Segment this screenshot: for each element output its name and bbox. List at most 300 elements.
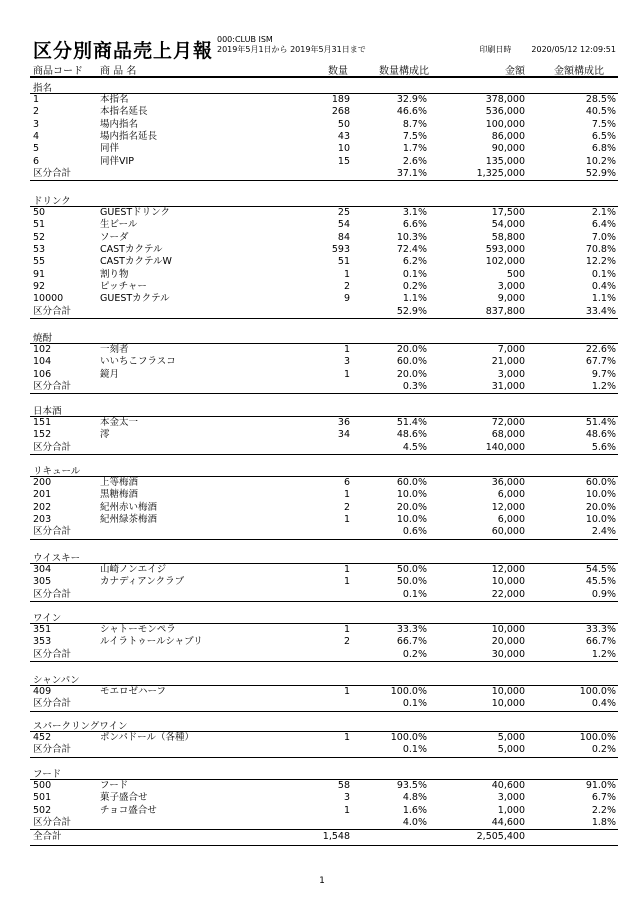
- subtotal-label: 区分合計: [33, 588, 72, 600]
- table-row: [30, 256, 618, 268]
- table-row: [30, 502, 618, 514]
- item-amount-ratio: 2.1%: [591, 207, 616, 218]
- item-qty: 43: [337, 131, 350, 143]
- item-amount: 500: [506, 268, 525, 280]
- item-amount-ratio: 9.7%: [591, 368, 616, 380]
- category-title: シャンパン: [33, 675, 80, 686]
- item-amount: 40,600: [491, 780, 525, 791]
- subtotal-amount: 10,000: [491, 698, 525, 710]
- subtotal-label: 区分合計: [33, 381, 72, 393]
- subtotal-rule: [30, 393, 618, 394]
- shop-name: 000:CLUB ISM: [217, 35, 273, 44]
- item-qty: 9: [343, 293, 350, 305]
- item-name: モエロゼハーフ: [100, 686, 167, 697]
- item-qty-ratio: 20.0%: [396, 344, 427, 355]
- item-name: 割り物: [100, 268, 129, 280]
- subtotal-row: [30, 817, 618, 829]
- item-name: 場内指名延長: [100, 131, 158, 143]
- item-qty: 6: [343, 477, 350, 488]
- item-name: いいちこフラスコ: [100, 356, 176, 368]
- item-name: シャトーモンペラ: [100, 624, 176, 635]
- subtotal-row: [30, 168, 618, 180]
- table-row: [30, 119, 618, 131]
- item-amount-ratio: 22.6%: [585, 344, 616, 355]
- item-amount-ratio: 66.7%: [585, 636, 616, 648]
- table-row: [30, 792, 618, 804]
- item-amount: 68,000: [491, 429, 525, 441]
- item-qty: 36: [337, 417, 350, 428]
- subtotal-label: 区分合計: [33, 648, 72, 660]
- item-amount-ratio: 40.5%: [585, 106, 616, 118]
- item-name: 本金太一: [100, 417, 139, 428]
- col-qty: 数量: [328, 66, 348, 77]
- col-amount: 金額: [505, 66, 525, 77]
- item-qty: 10: [337, 143, 350, 155]
- subtotal-amount: 44,600: [491, 817, 525, 829]
- category-title: ウイスキー: [33, 553, 81, 564]
- item-amount-ratio: 45.5%: [585, 576, 616, 588]
- item-qty-ratio: 0.2%: [402, 281, 427, 293]
- item-code: 51: [33, 219, 46, 231]
- item-name: 上等梅酒: [100, 477, 139, 488]
- subtotal-row: [30, 526, 618, 538]
- item-amount-ratio: 54.5%: [585, 564, 616, 575]
- col-name: 商 品 名: [100, 66, 137, 77]
- table-row: [30, 477, 618, 489]
- subtotal-row: [30, 381, 618, 393]
- subtotal-rule: [30, 661, 618, 662]
- item-qty: 1: [343, 368, 350, 380]
- item-qty-ratio: 20.0%: [396, 368, 427, 380]
- item-amount: 54,000: [491, 219, 525, 231]
- table-row: [30, 356, 618, 368]
- item-qty-ratio: 60.0%: [396, 477, 427, 488]
- item-amount: 20,000: [491, 636, 525, 648]
- item-qty-ratio: 93.5%: [396, 780, 427, 791]
- item-qty-ratio: 6.6%: [402, 219, 427, 231]
- item-code: 52: [33, 231, 46, 243]
- subtotal-amount-ratio: 0.4%: [591, 698, 616, 710]
- subtotal-rule: [30, 711, 618, 712]
- item-amount: 5,000: [497, 732, 525, 743]
- item-qty-ratio: 10.0%: [396, 489, 427, 501]
- subtotal-qty-ratio: 0.1%: [402, 698, 427, 710]
- item-qty: 54: [337, 219, 350, 231]
- table-row: [30, 156, 618, 168]
- subtotal-amount: 837,800: [485, 305, 525, 317]
- item-qty-ratio: 60.0%: [396, 356, 427, 368]
- item-qty-ratio: 6.2%: [402, 256, 427, 268]
- item-code: 1: [33, 94, 40, 105]
- subtotal-label: 区分合計: [33, 744, 72, 756]
- item-code: 353: [33, 636, 52, 648]
- subtotal-amount-ratio: 5.6%: [591, 441, 616, 453]
- item-name: 澪: [100, 429, 110, 441]
- item-name: 本指名延長: [100, 106, 148, 118]
- column-header: [30, 62, 618, 75]
- item-qty: 2: [343, 501, 350, 513]
- category-title: フード: [33, 769, 62, 780]
- item-qty-ratio: 100.0%: [390, 686, 427, 697]
- subtotal-rule: [30, 180, 618, 181]
- item-amount: 135,000: [485, 155, 525, 167]
- item-amount: 21,000: [491, 356, 525, 368]
- item-qty-ratio: 7.5%: [402, 131, 427, 143]
- subtotal-amount-ratio: 52.9%: [585, 168, 616, 180]
- item-name: 紀州緑茶梅酒: [100, 514, 158, 526]
- item-name: 菓子盛合せ: [100, 792, 148, 804]
- item-qty-ratio: 100.0%: [390, 732, 427, 743]
- subtotal-amount-ratio: 2.4%: [591, 526, 616, 538]
- item-name: CASTカクテルW: [100, 256, 172, 268]
- table-row: [30, 369, 618, 381]
- table-row: [30, 780, 618, 792]
- col-code: 商品コード: [33, 66, 83, 77]
- category-title: 焼酎: [33, 333, 53, 344]
- item-amount-ratio: 51.4%: [585, 417, 616, 428]
- item-code: 106: [33, 368, 52, 380]
- item-amount: 10,000: [491, 624, 525, 635]
- subtotal-label: 区分合計: [33, 698, 72, 710]
- table-row: [30, 244, 618, 256]
- table-row: [30, 269, 618, 281]
- item-code: 3: [33, 118, 40, 130]
- subtotal-amount: 31,000: [491, 381, 525, 393]
- item-code: 6: [33, 155, 40, 167]
- subtotal-amount: 140,000: [485, 441, 525, 453]
- report-period: 2019年5月1日から 2019年5月31日まで: [217, 45, 366, 54]
- item-amount: 9,000: [497, 293, 525, 305]
- item-name: 山崎ノンエイジ: [100, 564, 167, 575]
- subtotal-row: [30, 649, 618, 661]
- table-row: [30, 576, 618, 588]
- item-qty: 3: [343, 356, 350, 368]
- item-qty: 84: [337, 231, 350, 243]
- item-code: 151: [33, 417, 52, 428]
- print-datetime: 2020/05/12 12:09:51: [531, 45, 616, 54]
- item-amount-ratio: 33.3%: [585, 624, 616, 635]
- subtotal-rule: [30, 757, 618, 758]
- subtotal-amount: 22,000: [491, 588, 525, 600]
- item-name: ソーダ: [100, 231, 129, 243]
- item-amount: 6,000: [497, 489, 525, 501]
- item-code: 202: [33, 501, 52, 513]
- subtotal-amount: 1,325,000: [476, 168, 525, 180]
- item-amount: 593,000: [485, 244, 525, 256]
- subtotal-rule: [30, 454, 618, 455]
- item-amount-ratio: 91.0%: [585, 780, 616, 791]
- item-name: 紀州赤い梅酒: [100, 501, 158, 513]
- category-title: ドリンク: [33, 196, 71, 207]
- item-qty-ratio: 72.4%: [396, 244, 427, 256]
- item-code: 203: [33, 514, 52, 526]
- item-code: 53: [33, 244, 46, 256]
- item-amount-ratio: 7.5%: [591, 118, 616, 130]
- item-name: 黒糖梅酒: [100, 489, 139, 501]
- item-qty-ratio: 10.3%: [396, 231, 427, 243]
- subtotal-amount-ratio: 1.2%: [591, 648, 616, 660]
- subtotal-label: 区分合計: [33, 305, 72, 317]
- item-amount-ratio: 10.0%: [585, 514, 616, 526]
- item-qty-ratio: 2.6%: [402, 155, 427, 167]
- item-qty-ratio: 0.1%: [402, 268, 427, 280]
- item-qty-ratio: 50.0%: [396, 564, 427, 575]
- item-amount: 102,000: [485, 256, 525, 268]
- grand-total-rule: [30, 845, 618, 846]
- subtotal-rule: [30, 829, 618, 830]
- item-code: 200: [33, 477, 52, 488]
- item-amount-ratio: 20.0%: [585, 501, 616, 513]
- item-amount: 3,000: [497, 368, 525, 380]
- item-amount: 1,000: [497, 804, 525, 816]
- table-row: [30, 293, 618, 305]
- item-qty-ratio: 48.6%: [396, 429, 427, 441]
- table-row: [30, 514, 618, 526]
- item-amount: 12,000: [491, 501, 525, 513]
- item-amount: 12,000: [491, 564, 525, 575]
- grand-total-row: [30, 831, 618, 843]
- subtotal-qty-ratio: 0.6%: [402, 526, 427, 538]
- item-amount: 90,000: [491, 143, 525, 155]
- item-qty: 2: [343, 281, 350, 293]
- item-amount-ratio: 6.4%: [591, 219, 616, 231]
- item-qty: 593: [331, 244, 350, 256]
- subtotal-amount-ratio: 0.9%: [591, 588, 616, 600]
- subtotal-label: 区分合計: [33, 526, 72, 538]
- item-qty-ratio: 20.0%: [396, 501, 427, 513]
- item-amount-ratio: 70.8%: [585, 244, 616, 256]
- item-code: 501: [33, 792, 52, 804]
- item-amount: 3,000: [497, 792, 525, 804]
- item-amount: 378,000: [485, 94, 525, 105]
- item-name: カナディアンクラブ: [100, 576, 185, 588]
- item-amount: 72,000: [491, 417, 525, 428]
- table-row: [30, 564, 618, 576]
- item-qty: 34: [337, 429, 350, 441]
- table-row: [30, 131, 618, 143]
- item-qty-ratio: 1.1%: [402, 293, 427, 305]
- subtotal-qty-ratio: 0.1%: [402, 588, 427, 600]
- subtotal-qty-ratio: 4.5%: [402, 441, 427, 453]
- header-rule: [30, 76, 618, 78]
- subtotal-qty-ratio: 0.1%: [402, 744, 427, 756]
- table-row: [30, 417, 618, 429]
- category-title: 日本酒: [33, 406, 62, 417]
- item-amount: 10,000: [491, 686, 525, 697]
- subtotal-amount: 30,000: [491, 648, 525, 660]
- item-name: 本指名: [100, 94, 129, 105]
- item-amount-ratio: 0.1%: [591, 268, 616, 280]
- subtotal-rule: [30, 539, 618, 540]
- item-code: 201: [33, 489, 52, 501]
- subtotal-rule: [30, 601, 618, 602]
- item-qty: 58: [337, 780, 350, 791]
- table-row: [30, 805, 618, 817]
- item-amount-ratio: 10.2%: [585, 155, 616, 167]
- item-qty: 1: [343, 804, 350, 816]
- item-qty: 3: [343, 792, 350, 804]
- subtotal-amount-ratio: 1.2%: [591, 381, 616, 393]
- item-name: 同伴: [100, 143, 120, 155]
- subtotal-label: 区分合計: [33, 168, 72, 180]
- item-qty: 268: [331, 106, 350, 118]
- table-row: [30, 429, 618, 441]
- item-code: 10000: [33, 293, 64, 305]
- item-amount-ratio: 7.0%: [591, 231, 616, 243]
- table-row: [30, 219, 618, 231]
- subtotal-qty-ratio: 4.0%: [402, 817, 427, 829]
- item-code: 55: [33, 256, 46, 268]
- item-qty: 1: [343, 268, 350, 280]
- item-code: 50: [33, 207, 46, 218]
- grand-total-label: 全合計: [33, 831, 62, 843]
- subtotal-qty-ratio: 52.9%: [396, 305, 427, 317]
- item-qty: 2: [343, 636, 350, 648]
- item-qty: 1: [343, 686, 350, 697]
- item-name: ルイラトゥールシャブリ: [100, 636, 203, 648]
- item-qty: 1: [343, 514, 350, 526]
- item-name: 鏡月: [100, 368, 120, 380]
- item-qty: 51: [337, 256, 350, 268]
- table-row: [30, 636, 618, 648]
- item-name: CASTカクテル: [100, 244, 163, 256]
- item-code: 92: [33, 281, 46, 293]
- item-name: フード: [100, 780, 129, 791]
- subtotal-amount: 5,000: [497, 744, 525, 756]
- table-row: [30, 732, 618, 744]
- item-qty-ratio: 46.6%: [396, 106, 427, 118]
- subtotal-label: 区分合計: [33, 441, 72, 453]
- item-qty-ratio: 51.4%: [396, 417, 427, 428]
- item-amount-ratio: 67.7%: [585, 356, 616, 368]
- item-code: 351: [33, 624, 52, 635]
- item-qty-ratio: 3.1%: [402, 207, 427, 218]
- print-label: 印刷日時: [479, 45, 512, 54]
- subtotal-qty-ratio: 0.3%: [402, 381, 427, 393]
- report-title: 区分別商品売上月報: [33, 40, 214, 62]
- item-amount-ratio: 12.2%: [585, 256, 616, 268]
- table-row: [30, 686, 618, 698]
- item-qty: 1: [343, 732, 350, 743]
- item-qty-ratio: 33.3%: [396, 624, 427, 635]
- item-name: 生ビール: [100, 219, 138, 231]
- category-title: スパークリングワイン: [33, 721, 128, 732]
- item-amount-ratio: 0.4%: [591, 281, 616, 293]
- table-row: [30, 624, 618, 636]
- subtotal-row: [30, 589, 618, 601]
- item-qty-ratio: 66.7%: [396, 636, 427, 648]
- subtotal-amount-ratio: 33.4%: [585, 305, 616, 317]
- subtotal-rule: [30, 318, 618, 319]
- subtotal-amount-ratio: 1.8%: [591, 817, 616, 829]
- item-amount-ratio: 1.1%: [591, 293, 616, 305]
- item-code: 91: [33, 268, 46, 280]
- item-qty-ratio: 1.6%: [402, 804, 427, 816]
- item-amount: 10,000: [491, 576, 525, 588]
- category-title: リキュール: [33, 466, 81, 477]
- item-amount-ratio: 28.5%: [585, 94, 616, 105]
- grand-total-qty: 1,548: [322, 831, 350, 843]
- category-title: 指名: [33, 83, 53, 94]
- item-amount-ratio: 48.6%: [585, 429, 616, 441]
- item-name: 場内指名: [100, 118, 139, 130]
- item-name: ピッチャー: [100, 281, 147, 293]
- item-amount-ratio: 2.2%: [591, 804, 616, 816]
- item-amount: 58,800: [491, 231, 525, 243]
- item-amount-ratio: 10.0%: [585, 489, 616, 501]
- table-row: [30, 207, 618, 219]
- item-amount-ratio: 60.0%: [585, 477, 616, 488]
- item-qty: 189: [331, 94, 350, 105]
- table-row: [30, 94, 618, 106]
- subtotal-row: [30, 442, 618, 454]
- item-name: チョコ盛合せ: [100, 804, 157, 816]
- subtotal-label: 区分合計: [33, 817, 72, 829]
- item-code: 305: [33, 576, 52, 588]
- item-qty: 25: [337, 207, 350, 218]
- item-qty-ratio: 1.7%: [402, 143, 427, 155]
- subtotal-qty-ratio: 37.1%: [396, 168, 427, 180]
- item-qty-ratio: 4.8%: [402, 792, 427, 804]
- item-qty: 50: [337, 118, 350, 130]
- item-amount-ratio: 6.7%: [591, 792, 616, 804]
- subtotal-qty-ratio: 0.2%: [402, 648, 427, 660]
- item-code: 5: [33, 143, 40, 155]
- item-amount: 100,000: [485, 118, 525, 130]
- item-code: 102: [33, 344, 52, 355]
- category-title: ワイン: [33, 613, 62, 624]
- subtotal-row: [30, 698, 618, 710]
- item-code: 502: [33, 804, 52, 816]
- item-qty: 1: [343, 489, 350, 501]
- col-amount-ratio: 金額構成比: [554, 66, 604, 77]
- table-row: [30, 281, 618, 293]
- subtotal-amount: 60,000: [491, 526, 525, 538]
- item-amount: 7,000: [497, 344, 525, 355]
- item-qty: 1: [343, 564, 350, 575]
- item-name: GUESTドリンク: [100, 207, 170, 218]
- subtotal-row: [30, 306, 618, 318]
- item-code: 304: [33, 564, 52, 575]
- item-name: 一刻者: [100, 344, 129, 355]
- item-amount: 86,000: [491, 131, 525, 143]
- item-qty-ratio: 32.9%: [396, 94, 427, 105]
- item-code: 452: [33, 732, 52, 743]
- table-row: [30, 232, 618, 244]
- item-qty: 1: [343, 576, 350, 588]
- item-amount-ratio: 100.0%: [579, 686, 616, 697]
- table-row: [30, 106, 618, 118]
- subtotal-amount-ratio: 0.2%: [591, 744, 616, 756]
- print-datetime-block: [479, 44, 616, 55]
- item-qty: 1: [343, 624, 350, 635]
- item-name: ポンパドール（各種）: [100, 732, 194, 743]
- item-amount: 36,000: [491, 477, 525, 488]
- item-code: 409: [33, 686, 52, 697]
- table-row: [30, 344, 618, 356]
- item-qty-ratio: 50.0%: [396, 576, 427, 588]
- item-code: 152: [33, 429, 52, 441]
- item-amount: 536,000: [485, 106, 525, 118]
- grand-total-amount: 2,505,400: [476, 831, 525, 843]
- item-code: 500: [33, 780, 52, 791]
- table-row: [30, 489, 618, 501]
- subtotal-row: [30, 744, 618, 756]
- item-amount: 17,500: [491, 207, 525, 218]
- item-qty-ratio: 8.7%: [402, 118, 427, 130]
- item-qty: 1: [343, 344, 350, 355]
- item-qty-ratio: 10.0%: [396, 514, 427, 526]
